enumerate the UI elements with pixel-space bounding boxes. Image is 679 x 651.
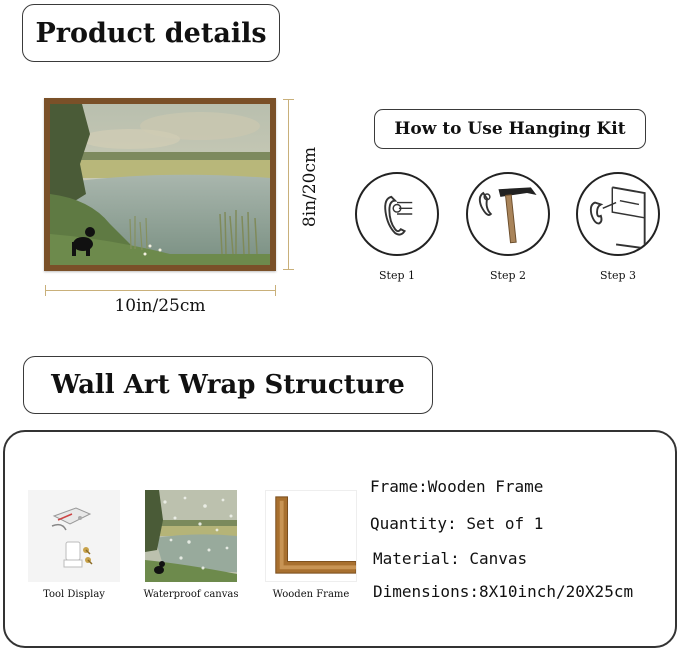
width-dimension-tick-right [275, 285, 276, 296]
hammer-hook-icon [468, 174, 548, 254]
tool-display-label: Tool Display [43, 589, 105, 600]
canvas-droplets-icon [145, 490, 237, 582]
hanging-kit-heading [374, 109, 646, 149]
hang-frame-icon [578, 174, 658, 254]
height-dimension-label: 8in/20cm [300, 146, 320, 228]
wooden-frame-label: Wooden Frame [272, 589, 350, 600]
width-dimension-line [45, 290, 275, 291]
wrap-structure-heading [23, 356, 433, 414]
spec-quantity: Quantity: Set of 1 [370, 514, 544, 533]
height-dimension-tick-bottom [283, 269, 294, 270]
hanging-tools-icon [28, 490, 120, 582]
height-dimension-line [288, 99, 289, 269]
spec-dimensions: Dimensions:8X10inch/20X25cm [373, 582, 634, 601]
product-details-heading [22, 4, 280, 62]
frame-corner-icon [266, 491, 356, 581]
height-dimension-tick-top [283, 99, 294, 100]
waterproof-canvas-image [145, 490, 237, 582]
step-2-label: Step 2 [489, 269, 526, 282]
step-1-label: Step 1 [378, 269, 415, 282]
product-details-text: Product details [35, 17, 267, 49]
width-dimension-tick-left [45, 285, 46, 296]
hook-nail-icon [357, 174, 437, 254]
hanging-kit-text: How to Use Hanging Kit [394, 119, 626, 139]
width-dimension-label: 10in/25cm [114, 296, 206, 316]
waterproof-canvas-label: Waterproof canvas [143, 589, 239, 600]
tool-display-image [28, 490, 120, 582]
wooden-frame-image [265, 490, 357, 582]
framed-painting [44, 98, 276, 271]
spec-frame: Frame:Wooden Frame [370, 477, 544, 496]
step-1-illustration [355, 172, 439, 256]
step-2-illustration [466, 172, 550, 256]
wrap-structure-text: Wall Art Wrap Structure [51, 370, 405, 400]
step-3-label: Step 3 [599, 269, 636, 282]
step-3-illustration [576, 172, 660, 256]
spec-material: Material: Canvas [373, 549, 528, 568]
landscape-painting-image [50, 104, 270, 265]
